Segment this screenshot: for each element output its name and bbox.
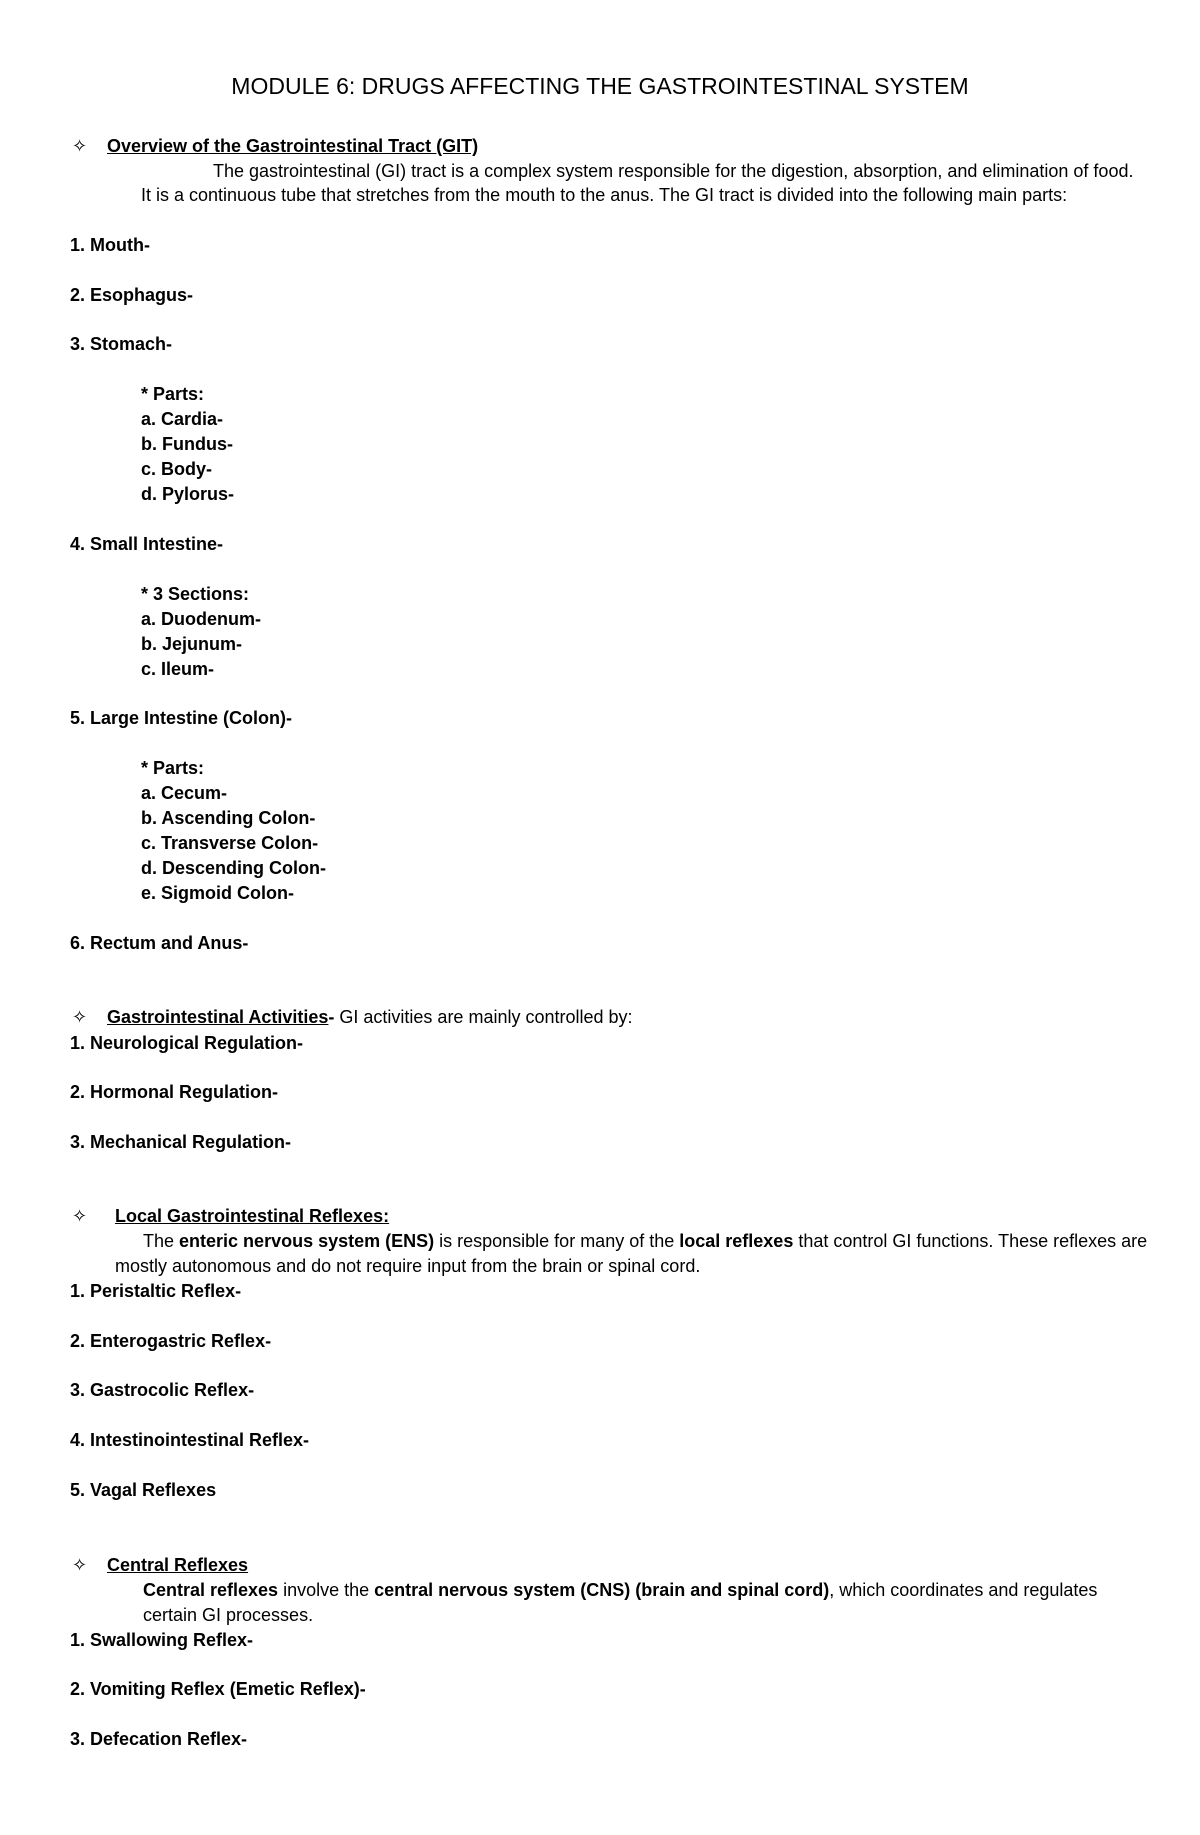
heading-colon: : (383, 1206, 390, 1226)
activities-intro: GI activities are mainly controlled by: (334, 1007, 633, 1027)
list-item: a. Duodenum- (141, 609, 261, 629)
list-item: 3. Gastrocolic Reflex- (70, 1380, 255, 1400)
large-parts-label: * Parts: (141, 758, 205, 778)
list-item: c. Body- (141, 459, 213, 479)
list-item-esophagus: 2. Esophagus- (70, 285, 194, 305)
list-item: 1. Peristaltic Reflex- (70, 1281, 242, 1301)
list-item: c. Ileum- (141, 659, 215, 679)
list-item: b. Fundus- (141, 434, 233, 454)
list-item-small-intestine: 4. Small Intestine- (70, 534, 224, 554)
text-run: , which coordinates and regulates (829, 1580, 1098, 1600)
list-item-mouth: 1. Mouth- (70, 235, 150, 255)
list-item-rectum: 6. Rectum and Anus- (70, 933, 249, 953)
list-item: 2. Enterogastric Reflex- (70, 1331, 272, 1351)
list-item: a. Cecum- (141, 783, 228, 803)
local-intro-line-1 (143, 1232, 1147, 1250)
page-title: MODULE 6: DRUGS AFFECTING THE GASTROINTESTINAL SYSTEM (231, 73, 969, 99)
list-item: e. Sigmoid Colon- (141, 883, 294, 903)
list-item: 1. Neurological Regulation- (70, 1033, 304, 1053)
list-item: 4. Intestinointestinal Reflex- (70, 1430, 310, 1450)
text-run-bold: Central reflexes (143, 1580, 279, 1600)
list-item: d. Descending Colon- (141, 858, 327, 878)
list-item: b. Ascending Colon- (141, 808, 316, 828)
list-item: b. Jejunum- (141, 634, 243, 654)
list-item: c. Transverse Colon- (141, 833, 319, 853)
text-run: that control GI functions. These reflexes are (793, 1231, 1148, 1251)
text-run-bold: enteric nervous system (ENS) (179, 1231, 435, 1251)
list-item-stomach: 3. Stomach- (70, 334, 173, 354)
bullet-diamond-icon: ✧ (72, 1007, 88, 1027)
list-item: 3. Defecation Reflex- (70, 1729, 248, 1749)
git-intro-line-1: The gastrointestinal (GI) tract is a complex system responsible for the digestion, absorption, and elimination of food. (213, 161, 1134, 181)
list-item: 3. Mechanical Regulation- (70, 1132, 292, 1152)
central-intro-line-2: certain GI processes. (143, 1605, 314, 1625)
text-run: involve the (278, 1580, 375, 1600)
small-sections-label: * 3 Sections: (141, 584, 250, 604)
bullet-diamond-icon: ✧ (72, 1555, 88, 1575)
list-item-large-intestine: 5. Large Intestine (Colon)- (70, 708, 293, 728)
list-item: 2. Vomiting Reflex (Emetic Reflex)- (70, 1679, 366, 1699)
list-item: 5. Vagal Reflexes (70, 1480, 217, 1500)
text-run-bold: local reflexes (679, 1231, 794, 1251)
local-intro-line-2: mostly autonomous and do not require input from the brain or spinal cord. (115, 1256, 701, 1276)
section-heading-activities: Gastrointestinal Activities (107, 1007, 329, 1027)
bullet-diamond-icon: ✧ (72, 136, 88, 156)
text-run: is responsible for many of the (434, 1231, 680, 1251)
heading-dash: - (328, 1007, 335, 1027)
central-intro-line-1 (143, 1581, 1097, 1599)
activities-line (107, 1008, 633, 1026)
list-item: 2. Hormonal Regulation- (70, 1082, 279, 1102)
section-heading-git: Overview of the Gastrointestinal Tract (GIT) (107, 136, 479, 156)
stomach-parts-label: * Parts: (141, 384, 205, 404)
git-intro-line-2: It is a continuous tube that stretches from the mouth to the anus. The GI tract is divided into the following main parts: (141, 185, 1068, 205)
section-heading-central-reflexes: Central Reflexes (107, 1555, 249, 1575)
bullet-diamond-icon: ✧ (72, 1206, 88, 1226)
list-item: 1. Swallowing Reflex- (70, 1630, 254, 1650)
text-run: The (143, 1231, 180, 1251)
text-run-bold: central nervous system (CNS) (brain and spinal cord) (374, 1580, 830, 1600)
local-heading-line (115, 1207, 389, 1226)
list-item: d. Pylorus- (141, 484, 235, 504)
section-heading-local-reflexes: Local Gastrointestinal Reflexes (115, 1206, 384, 1226)
list-item: a. Cardia- (141, 409, 224, 429)
